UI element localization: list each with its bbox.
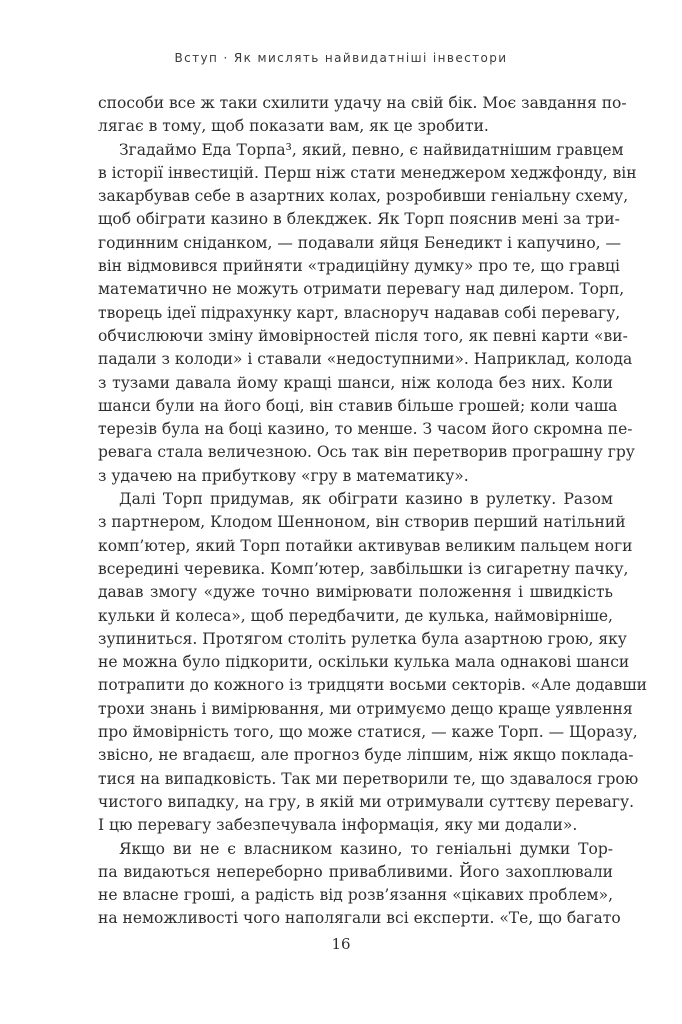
text-line: з тузами давала йому кращі шанси, ніж колода без них. Коли <box>98 373 613 392</box>
text-line: шанси були на його боці, він ставив більше грошей; коли чаша <box>98 396 618 415</box>
text-line: обчислюючи зміну ймовірностей після того, як певні карти «ви- <box>98 326 628 345</box>
text-line: лягає в тому, щоб показати вам, як це зробити. <box>98 117 489 136</box>
text-line: трохи знань і вимірювання, ми отримуємо дещо краще уявлення <box>98 699 633 718</box>
text-line: звісно, не вгадаєш, але прогноз буде ліпшим, ніж якщо поклада- <box>98 746 634 765</box>
text-line: чистого випадку, на гру, в якій ми отримували суттєву перевагу. <box>98 792 635 811</box>
text-line: в історії інвестицій. Перш ніж стати менеджером хеджфонду, він <box>98 163 637 182</box>
text-line: терезів була на боці казино, то менше. З часом його скромна пе- <box>98 420 633 439</box>
text-line: не можна було підкорити, оскільки кулька мала однакові шанси <box>98 653 630 672</box>
body-text <box>98 92 648 931</box>
paragraph-1 <box>98 92 627 139</box>
text-line: падали з колоди» і ставали «недоступними». Наприклад, колода <box>98 350 633 369</box>
text-line: з удачею на прибуткову «гру в математику». <box>98 466 469 485</box>
text-line: Згадаймо Еда Торпа³, який, певно, є найвидатнішим гравцем <box>119 140 624 159</box>
text-line: закарбував себе в азартних колах, розробивши геніальну схему, <box>98 187 629 206</box>
text-line: щоб обіграти казино в блекджек. Як Торп пояснив мені за три- <box>98 210 620 229</box>
text-line: не власне гроші, а радість від розв’язання «цікавих проблем», <box>98 886 613 905</box>
text-line: па видаються непереборно привабливими. Його захоплювали <box>98 862 613 881</box>
text-line: кульки й колеса», щоб передбачити, де кулька, наймовірніше, <box>98 606 613 625</box>
text-line: Далі Торп придумав, як обіграти казино в рулетку. Разом <box>119 490 613 509</box>
paragraph-2 <box>98 139 637 488</box>
text-line: математично не можуть отримати перевагу над дилером. Торп, <box>98 280 625 299</box>
text-line: про ймовірність того, що може статися, — каже Торп. — Щоразу, <box>98 723 638 742</box>
text-line: зупиниться. Протягом століть рулетка була азартною грою, яку <box>98 629 627 648</box>
text-line: з партнером, Клодом Шенноном, він створив перший натільний <box>98 513 626 532</box>
text-line: способи все ж таки схилити удачу на свій бік. Моє завдання по- <box>98 94 627 112</box>
text-line: на неможливості чого наполягали всі експерти. «Те, що багато <box>98 909 621 928</box>
text-line: тися на випадковість. Так ми перетворили те, що здавалося грою <box>98 769 639 788</box>
text-line: він відмовився прийняти «традиційну думку» про те, що гравці <box>98 257 620 276</box>
paragraph-3 <box>98 488 648 837</box>
paragraph-4 <box>98 838 621 931</box>
text-line: давав змогу «дуже точно вимірювати положення і швидкість <box>98 583 613 602</box>
text-line: годинним сніданком, — подавали яйця Бенедикт і капучино, — <box>98 233 622 252</box>
running-header: Вступ · Як мислять найвидатніші інвестори <box>174 51 508 65</box>
text-line: комп’ютер, який Торп потайки активував великим пальцем ноги <box>98 536 633 555</box>
text-line: ревага стала величезною. Ось так він перетворив програшну гру <box>98 443 635 462</box>
text-line: І цю перевагу забезпечувала інформація, яку ми додали». <box>98 816 578 835</box>
text-line: всередині черевика. Комп’ютер, завбільшки із сигаретну пачку, <box>98 559 629 578</box>
text-line: творець ідеї підрахунку карт, власноруч надавав собі перевагу, <box>98 303 621 322</box>
page-number: 16 <box>331 935 351 953</box>
text-line: потрапити до кожного із тридцяти восьми секторів. «Але додавши <box>98 676 648 695</box>
text-line: Якщо ви не є власником казино, то геніальні думки Тор- <box>119 839 613 858</box>
